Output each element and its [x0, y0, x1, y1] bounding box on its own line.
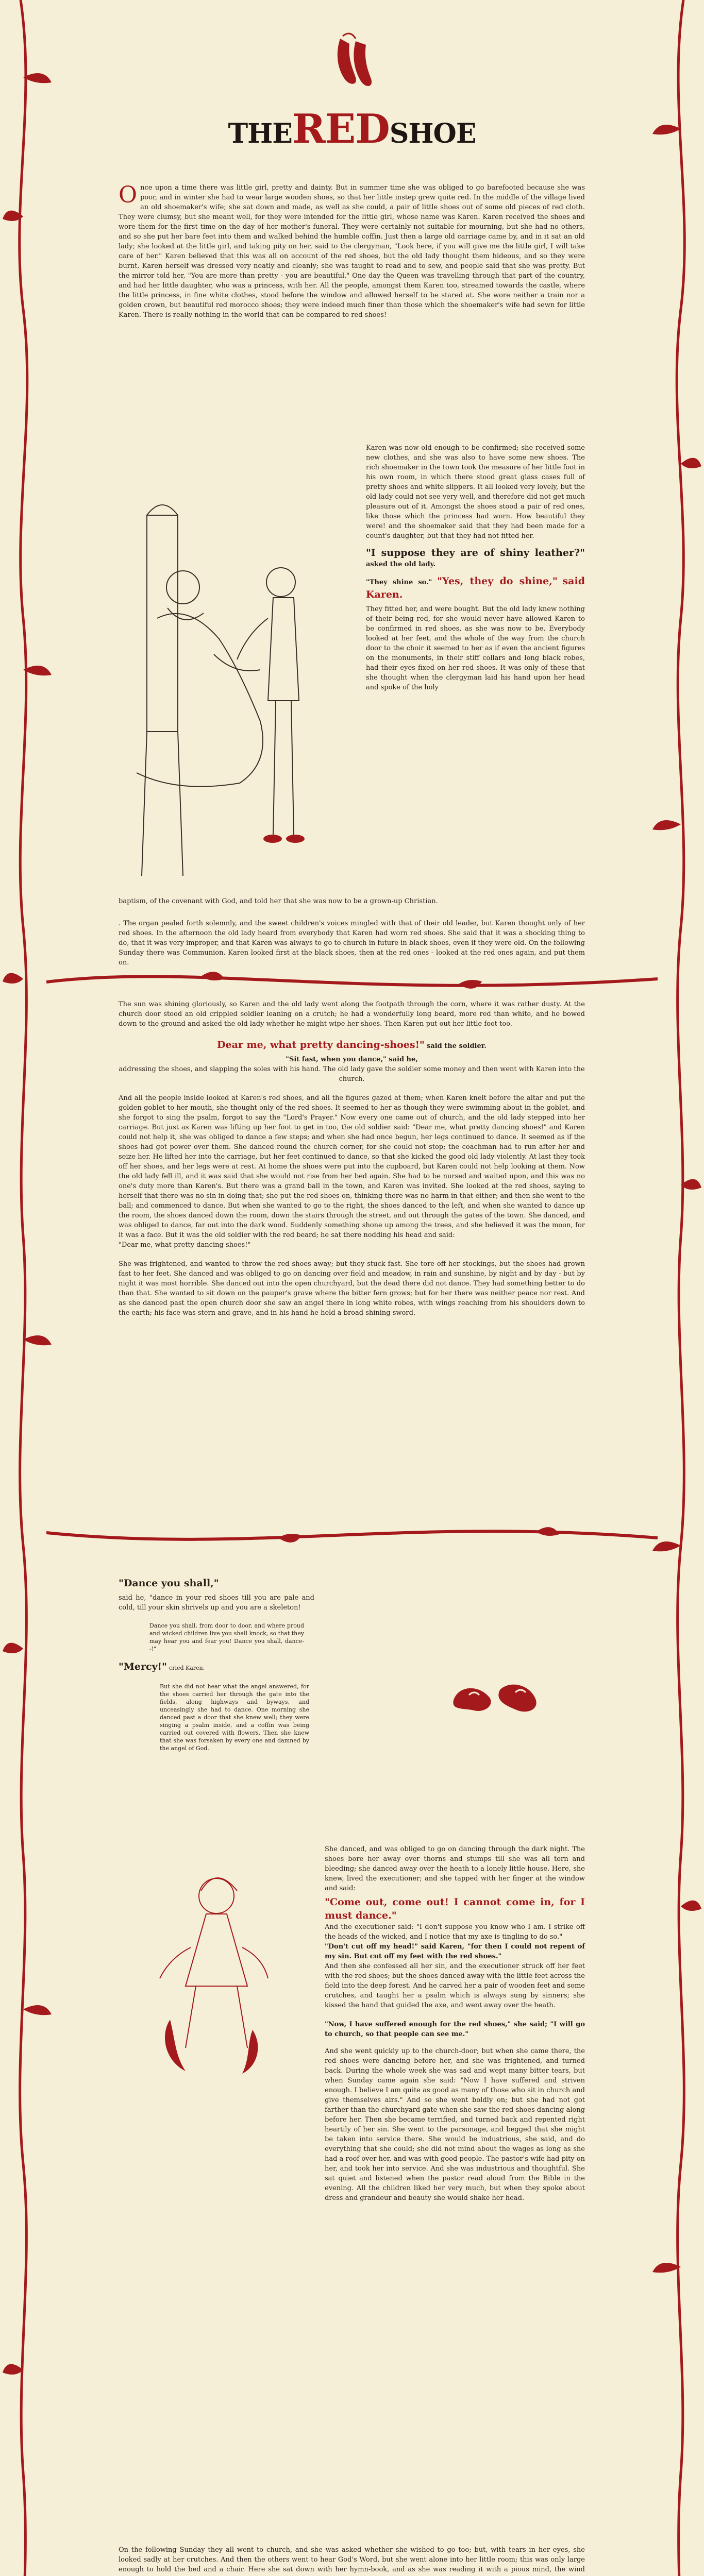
story-section-4-left: [119, 1577, 314, 1752]
story-section-2-column: [366, 443, 585, 692]
quote-dance-you-shall: "Dance you shall,": [119, 1578, 219, 1589]
title-part-the: THE: [228, 118, 292, 149]
section4-text-2: But she did not hear what the angel answered, for the shoes carried her through the gate into the fields, along highways and byways, and unceasingly she had to dance. One morning she danced past a door that she knew well; they were singing a psalm inside, and a coffin was being carried out covered with flowers. Then she knew that she was forsaken by every one and damned by the angel of God.: [160, 1683, 309, 1752]
quote-yes-they-shine: "Yes, they do shine,": [437, 575, 558, 587]
section4-text-5: And then she confessed all her sin, and the executioner struck off her feet with the red shoes; but the shoes danced away with the little feet across the field into the deep forest. And he carved her a pair of wooden feet and some crutches, and taught her a psalm which is always sung by sinners; she kissed the hand that guided the axe, and went away over the heath.: [325, 1962, 585, 2009]
quote-said-karen: said Karen.: [366, 575, 585, 600]
right-vine-border: [642, 0, 704, 2576]
section2-text-4: . The organ pealed forth solemnly, and the sweet children's voices mingled with that of their old leader, but Karen thought only of her red shoes. In the afternoon the old lady heard from everybody that Karen had worn red shoes. She said that it was a shocking thing to do, that it was very improper, and that Karen was always to go to church in future in black shoes, even if they were old. On the following Sunday there was Communion. Karen looked first at the black shoes, then at the red ones - looked at the red ones again, and put them on.: [119, 920, 585, 967]
quote-said-the-soldier: said the soldier.: [426, 1042, 487, 1050]
story-section-3: [119, 999, 585, 1318]
section3-text-2: And all the people inside looked at Karen's red shoes, and all the figures gazed at them; when Karen knelt before the altar and put the golden goblet to her mouth, she thought only of the red shoes. It seemed to her as though they were swimming about in the goblet, and she forgot to sing the psalm, forgot to say the "Lord's Prayer." Now every one came out of church, and the old lady stepped into her carriage. But just as Karen was lifting up her foot to get in too, the old soldier said: "Dear me, what pretty dancing shoes!" and Karen could not help it, she was obliged to dance a few steps; and when she had once begun, her legs continued to dance. It seemed as if the shoes had got power over them. She danced round the church corner, for she could not stop; the coachman had to run after her and seize her. He lifted her into the carriage, but her feet continued to dance, so that she kicked the good old lady violently. At last they took off her shoes, and her legs were at rest. At home the shoes were put into the cupboard, but Karen could not help looking at them. Now the old lady fell ill, and it was said that she would not rise from her bed again. She had to be nursed and waited upon, and this was no one's duty more than Karen's. But there was a grand ball in the town, and Karen was invited. She looked at the red shoes, saying to herself that there was no sin in doing that; she put the red shoes on, thinking there was no harm in that either; and then she went to the ball; and commenced to dance. But when she wanted to go to the right, the shoes danced to the left, and when she wanted to dance up the room, the shoes danced down the room, down the stairs through the street, and out through the gates of the town. She danced, and was obliged to dance, far out into the dark wood. Suddenly something shone up among the trees, and she believed it was the moon, for it was a face. But it was the old soldier with the red beard; he sat there nodding his head and said:: [119, 1094, 585, 1239]
title-part-shoe: SHOE: [389, 118, 476, 149]
quote-suffered-enough: "Now, I have suffered enough for the red shoes," she said; "I will go to church, so that people can see me.": [325, 2021, 585, 2038]
section5-text-1: On the following Sunday they all went to church, and she was asked whether she wished to go too; but, with tears in her eyes, she looked sadly at her crutches. And then the others went to hear God's Word, but she went alone into her little room; this was only large enough to hold the bed and a chair. Here she sat down with her hymn-book, and as she was reading it with a pious mind, the wind: [119, 2546, 585, 2573]
story-section-5: [119, 2545, 585, 2576]
red-shoes-icon: [330, 28, 376, 100]
section4-text-6: And she went quickly up to the church-door; but when she came there, the red shoes were dancing before her, and she was frightened, and turned back. During the whole week she was sad and wept many bitter tears, but when Sunday came again she said: "Now I have suffered and striven enough. I believe I am quite as good as many of those who sit in church and give themselves airs." And so she went boldly on; but she had not got farther than the churchyard gate when she saw the red shoes dancing along before her. Then she became terrified, and turned back and repented right heartily of her sin. She went to the parsonage, and begged that she might be taken into service there. She would be industrious, she said, and do everything that she could; she did not mind about the wages as long as she had a roof over her, and was with good people. The pastor's wife had pity on her, and took her into service. And she was industrious and thoughtful. She sat quiet and listened when the pastor read aloud from the Bible in the evening. All the children liked her very much, but when they spoke about dress and grandeur and beauty she would shake her head.: [325, 2047, 585, 2202]
story-section-4-right: [325, 1844, 585, 2203]
section3-text-4: She was frightened, and wanted to throw the red shoes away; but they stuck fast. She tore off her stockings, but the shoes had grown fast to her feet. She danced and was obliged to go on dancing over field and meadow, in rain and sunshine, by night and by day - but by night it was most horrible. She danced out into the open churchyard, but the dead there did not dance. They had something better to do than that. She wanted to sit down on the pauper's grave where the bitter fern grows; but for her there was neither peace nor rest. And as she danced past the open church door she saw an angel there in long white robes, with wings reaching from his shoulders down to the earth; his face was stern and grave, and in his hand he held a broad shining sword.: [119, 1260, 585, 1317]
quote-pretty-dancing-shoes: Dear me, what pretty dancing-shoes!": [217, 1039, 425, 1050]
quote-dont-cut-off-head: "Don't cut off my head!" said Karen, "for then I could not repent of my sin. But cut off my feet with the red shoes.": [325, 1943, 585, 1960]
section4-text-3: She danced, and was obliged to go on dancing through the dark night. The shoes bore her away over thorns and stumps till she was all torn and bleeding; she danced away over the heath to a lonely little house. Here, she knew, lived the executioner; and she tapped with her finger at the window and said:: [325, 1845, 585, 1892]
quote-they-shine: "They shine so.": [366, 579, 432, 586]
quote-shiny-leather: "I suppose they are of shiny leather?": [366, 547, 585, 558]
page-title: [196, 106, 508, 152]
title-part-red: RED: [292, 106, 390, 152]
story-section-2-tail: [119, 896, 585, 968]
quote-mercy: "Mercy!": [119, 1661, 167, 1672]
section3-text-1: The sun was shining gloriously, so Karen and the old lady went along the footpath through the corn, where it was rather dusty. At the church door stood an old crippled soldier leaning on a crutch; he had a wonderfully long beard, more red than white, and he bowed down to the ground and asked the old lady whether he might wipe her shoes. Then Karen put out her little foot too.: [119, 1001, 585, 1028]
karen-kneeling-illustration: [139, 1865, 289, 2081]
drop-cap: O: [119, 182, 138, 208]
quote-sit-fast-tail: addressing the shoes, and slapping the soles with his hand. The old lady gave the soldier some money and then went with Karen into the church.: [119, 1065, 585, 1083]
quote-dance-you-shall-tail: said he, "dance in your red shoes till you are pale and cold, till your skin shrivels up and you are a skeleton!: [119, 1594, 314, 1612]
left-vine-border: [0, 0, 62, 2576]
section4-text-1: Dance you shall, from door to door, and where proud and wicked children live you shall knock, so that they may hear you and fear you! Dance you shall, dance--!": [149, 1622, 304, 1652]
quote-shiny-leather-tail: asked the old lady.: [366, 561, 436, 568]
quote-mercy-tail: cried Karen.: [169, 1665, 205, 1671]
section1-text: nce upon a time there was little girl, pretty and dainty. But in summer time she was obliged to go barefooted because she was poor, and in winter she had to wear large wooden shoes, so that her little instep grew quite red. In the middle of the village lived an old shoemaker's wife; she sat down and made, as well as she could, a pair of little shoes out of some old pieces of red cloth. They were clumsy, but she meant well, for they were intended for the little girl, whose name was Karen. Karen received the shoes and wore them for the first time on the day of her mother's funeral. They were certainly not suitable for mourning, but she had no others, and so she put her bare feet into them and walked behind the humble coffin. Just then a large old carriage came by, and in it sat an old lady; she looked at the little girl, and taking pity on her, said to the clergyman, "Look here, if you will give me the little girl, I will take care of her." Karen believed that this was all on account of the red shoes, but the old lady thought them hideous, and so they were burnt. Karen herself was dressed very neatly and cleanly; she was taught to read and to sew, and people said that she was pretty. But the mirror told her, "You are more than pretty - you are beautiful." One day the Queen was travelling through that part of the country, and had her little daughter, who was a princess, with her. All the people, amongst them Karen too, streamed towards the castle, where the little princess, in fine white clothes, stood before the window and allowed herself to be stared at. She wore neither a train nor a golden crown, but beautiful red morocco shoes; they were indeed much finer than those which the shoemaker's wife had sewn for little Karen. There is really nothing in the world that can be compared to red shoes!: [119, 184, 585, 319]
quote-sit-fast: "Sit fast, when you dance," said he,: [286, 1056, 418, 1063]
dancing-shoes-illustration: [443, 1669, 546, 1726]
vine-divider-1: [46, 969, 658, 995]
section2-text-3: baptism, of the covenant with God, and told her that she was now to be a grown-up Christian.: [119, 897, 438, 905]
story-section-1: [119, 183, 585, 320]
section2-text-1: Karen was now old enough to be confirmed; she received some new clothes, and she was also to have some new shoes. The rich shoemaker in the town took the measure of her little foot in his own room, in which there stood great glass cases full of pretty shoes and white slippers. It all looked very lovely, but the old lady could not see very well, and therefore did not get much pleasure out of it. Amongst the shoes stood a pair of red ones, like those which the princess had worn. How beautiful they were! and the shoemaker said that they had been made for a count's daughter, but that they had not fitted her.: [366, 444, 585, 540]
quote-come-out: "Come out, come out! I cannot come in, for I must dance.": [325, 1896, 585, 1921]
karen-and-old-lady-illustration: [126, 453, 348, 886]
section2-text-2: They fitted her, and were bought. But the old lady knew nothing of their being red, for she would never have allowed Karen to be confirmed in red shoes, as she was now to be. Everybody looked at her feet, and the whole of the way from the church door to the choir it seemed to her as if even the ancient figures on the monuments, in their stiff collars and long black robes, had their eyes fixed on her red shoes. It was only of these that she thought when the clergyman laid his hand upon her head and spoke of the holy: [366, 605, 585, 691]
section3-text-3: "Dear me, what pretty dancing shoes!": [119, 1241, 251, 1249]
vine-divider-2: [46, 1522, 658, 1549]
section4-text-4: And the executioner said: "I don't suppose you know who I am. I strike off the heads of the wicked, and I notice that my axe is tingling to do so.": [325, 1923, 585, 1941]
